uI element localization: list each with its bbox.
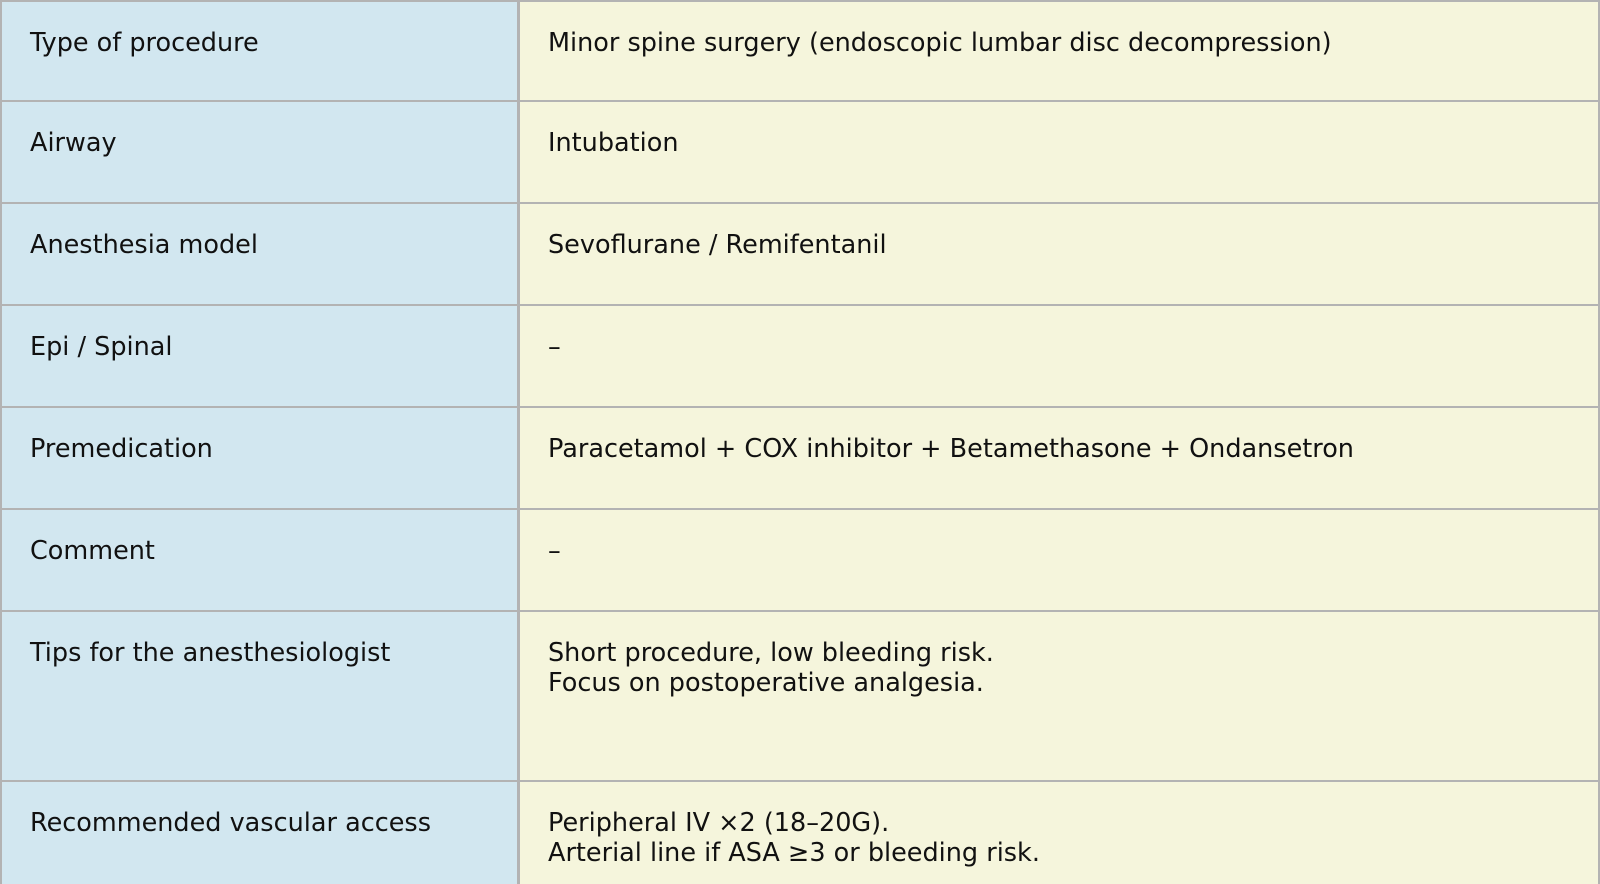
value-line: Focus on postoperative analgesia.: [548, 668, 984, 698]
table-row: [0, 102, 1600, 204]
row-value: [520, 102, 1600, 202]
row-label: Comment: [0, 510, 520, 610]
table-row: [0, 612, 1600, 782]
row-label: Type of procedure: [0, 2, 520, 100]
row-value: [520, 408, 1600, 508]
table-row: [0, 782, 1600, 884]
row-value: [520, 510, 1600, 610]
row-value: [520, 612, 1600, 780]
row-label: Recommended vascular access: [0, 782, 520, 884]
value-line: Intubation: [548, 128, 679, 158]
row-value: [520, 306, 1600, 406]
value-line: Short procedure, low bleeding risk.: [548, 638, 994, 668]
value-line: –: [548, 332, 561, 362]
table-row: [0, 408, 1600, 510]
row-label: Anesthesia model: [0, 204, 520, 304]
row-label: Epi / Spinal: [0, 306, 520, 406]
row-label: Airway: [0, 102, 520, 202]
value-line: Peripheral IV ×2 (18–20G).: [548, 808, 890, 838]
value-line: Minor spine surgery (endoscopic lumbar disc decompression): [548, 28, 1332, 58]
row-label: Tips for the anesthesiologist: [0, 612, 520, 780]
value-line: Sevoflurane / Remifentanil: [548, 230, 887, 260]
row-label: Premedication: [0, 408, 520, 508]
value-line: Arterial line if ASA ≥3 or bleeding risk.: [548, 838, 1040, 868]
row-value: [520, 204, 1600, 304]
row-value: [520, 2, 1600, 100]
table-row: [0, 306, 1600, 408]
row-value: [520, 782, 1600, 884]
table-row: [0, 204, 1600, 306]
value-line: –: [548, 536, 561, 566]
table-row: [0, 0, 1600, 102]
table-row: [0, 510, 1600, 612]
value-line: Paracetamol + COX inhibitor + Betamethasone + Ondansetron: [548, 434, 1354, 464]
